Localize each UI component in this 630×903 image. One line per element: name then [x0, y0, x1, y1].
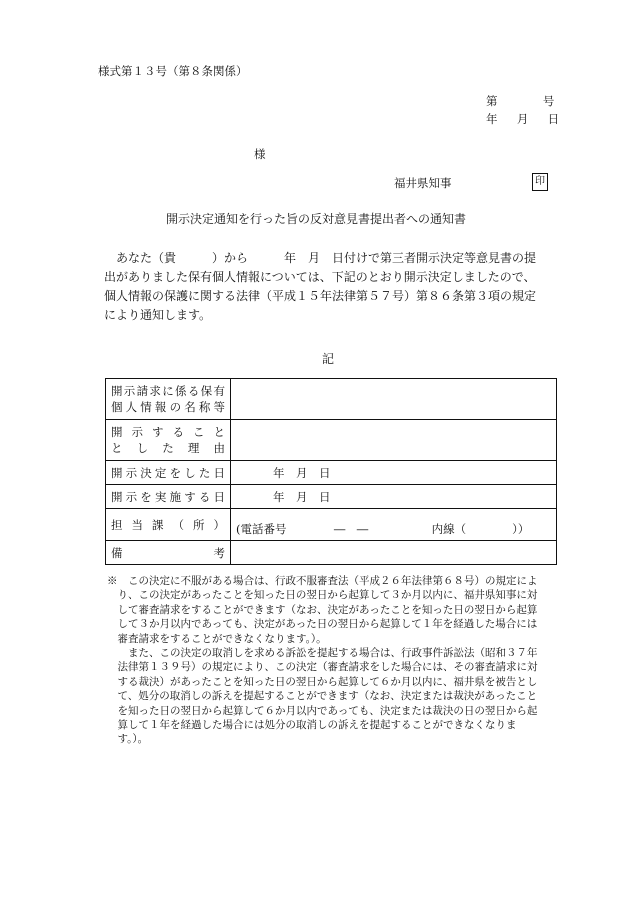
document-date [486, 111, 559, 127]
body-line: 個人情報の保護に関する法律（平成１５年法律第５７号）第８６条第３項の規定 [104, 289, 537, 303]
decision-date-value: 年 月 日 [231, 461, 557, 485]
body-line: 出がありました保有個人情報については、下記のとおり開示決定しましたので、 [104, 270, 536, 284]
note-line: を知った日の翌日から起算して６か月以内であっても、決定または裁決の日の翌日から起 [107, 704, 538, 717]
phone-label: (電話番号 [236, 521, 287, 536]
table-row [106, 461, 557, 485]
note-line: ※ この決定に不服がある場合は、行政不服審査法（平成２６年法律第６８号）の規定によ [107, 575, 538, 587]
date-year: 年 [486, 112, 498, 126]
department-contact [231, 509, 557, 541]
info-name-value [231, 379, 557, 420]
body-line: により通知します。 [104, 308, 212, 322]
note-line: して審査請求をすることができます（なお、決定があったことを知った日の翌日から起算 [107, 603, 538, 616]
document-title: 開示決定通知を行った旨の反対意見書提出者への通知書 [166, 212, 467, 226]
label-line: 個人情報の名称等 [111, 400, 225, 414]
label-line: とした理由 [111, 441, 225, 455]
note-line: また、この決定の取消しを求める訴訟を提起する場合は、行政事件訴訟法（昭和３７年 [107, 647, 538, 660]
row-label-reason [106, 420, 231, 461]
table-row [106, 541, 557, 565]
document-number [486, 93, 554, 109]
note-line: する裁決）があったことを知った日の翌日から起算して６か月以内に、福井県を被告とし [107, 675, 538, 688]
ki-heading: 記 [322, 352, 335, 366]
phone-dash: ― ― [333, 521, 369, 536]
label-line: 開示すること [111, 425, 225, 439]
row-label-decision-date: 開示決定をした日 [106, 461, 231, 485]
note-line: 法律第１３９号）の規定により、この決定（審査請求をした場合には、その審査請求に対 [107, 661, 538, 674]
label-line: 開示請求に係る保有 [111, 384, 225, 398]
body-paragraph [104, 249, 564, 325]
reason-value [231, 420, 557, 461]
note-line: り、この決定があったことを知った日の翌日から起算して３か月以内に、福井県知事に対 [107, 589, 538, 602]
table-row [106, 379, 557, 420]
table-row [106, 509, 557, 541]
date-day: 日 [547, 112, 560, 126]
row-label-department: 担当課（所） [106, 509, 231, 541]
info-table [105, 378, 557, 565]
addressee: 様 [254, 147, 266, 161]
form-number: 様式第１３号（第８条関係） [98, 64, 248, 78]
row-label-remarks: 備考 [106, 541, 231, 565]
seal-mark: 印 [532, 173, 548, 191]
table-row [106, 420, 557, 461]
note-line: 算して１年を経過した場合には処分の取消しの訴えを提起することができなくなりま [107, 719, 517, 732]
note-line: 審査請求をすることができなくなります。）。 [107, 632, 327, 645]
table-row [106, 485, 557, 509]
body-line: あなた（貴 ）から 年 月 日付けで第三者開示決定等意見書の提 [116, 251, 537, 265]
row-label-info-name [106, 379, 231, 420]
implementation-date-value: 年 月 日 [231, 485, 557, 509]
doc-no-prefix: 第 [486, 94, 498, 108]
note-line: す。）。 [107, 733, 149, 746]
extension-label: 内線（ ）） [431, 521, 530, 536]
row-label-implementation-date: 開示を実施する日 [106, 485, 231, 509]
issuer-name: 福井県知事 [394, 176, 452, 190]
notes-section [107, 574, 562, 747]
note-line: して３か月以内であっても、決定があった日の翌日から起算して１年を経過した場合には [107, 618, 538, 631]
remarks-value [231, 541, 557, 565]
date-month: 月 [516, 112, 529, 126]
doc-no-suffix: 号 [542, 94, 555, 108]
note-line: て、処分の取消しの訴えを提起することができます（なお、決定または裁決があったこと [107, 690, 538, 703]
